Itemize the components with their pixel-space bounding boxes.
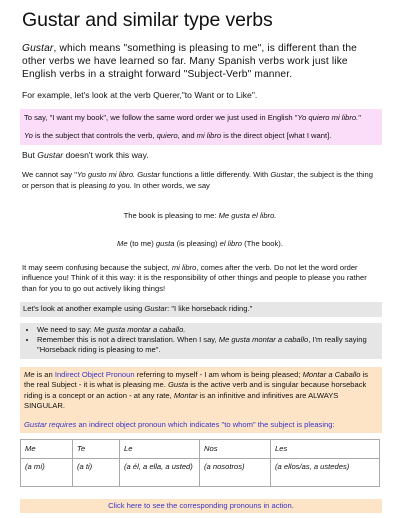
text: : "I like horseback riding.": [167, 304, 253, 314]
table-row: [21, 439, 380, 458]
italic-text: Gustar: [37, 150, 64, 161]
horseback-bullets: [20, 323, 382, 359]
pronouns-in-action-link[interactable]: Click here to see the corresponding pronouns in action.: [20, 499, 382, 513]
another-example-line: [20, 302, 382, 316]
italic-text: requires: [46, 419, 77, 429]
table-cell: [21, 439, 73, 458]
text: you. In other words, we say: [115, 180, 210, 190]
text: is the real Subject - it is what is pleasing me.: [24, 369, 369, 390]
text: is an infinitive and infinitives are ALWAYS SINGULAR.: [24, 390, 339, 411]
but-line: [22, 150, 378, 161]
requires-line: [24, 420, 335, 429]
table-cell: [73, 458, 120, 486]
italic-text: mi libro: [196, 131, 222, 141]
pronoun-table: [20, 439, 380, 487]
text: is the active verb and is singular because horseback riding is a concept or an action - at any rate,: [24, 380, 367, 400]
italic-text: el libro: [219, 238, 242, 248]
text: is an: [34, 369, 55, 379]
italic-text: quiero: [156, 131, 178, 141]
list-item: [37, 335, 379, 356]
text: , comes after the verb. Do not let the word order influence you! Think of it this way: it is the responsibility of other things and people to please you rather than for you to go out actively liking things!: [22, 263, 367, 293]
italic-text: Yo: [24, 131, 33, 141]
italic-text: gusta: [155, 238, 175, 248]
text: an indirect object pronoun which indicates "to whom" the subject is pleasing:: [76, 419, 335, 429]
pronoun-meaning: (a ellos/as, a ustedes): [275, 461, 350, 471]
text: The book is pleasing to me:: [123, 211, 219, 221]
indirect-object-box: [20, 367, 382, 433]
italic-text: mi libro: [171, 263, 197, 273]
text: referring to myself - I am whom is being pleased;: [134, 369, 303, 379]
italic-text: Gustar: [144, 304, 168, 314]
pronoun-le: Le: [124, 443, 133, 453]
table-cell: [200, 458, 271, 486]
pronoun-nos: Nos: [204, 443, 218, 453]
text: (is pleasing): [174, 238, 220, 248]
list-item: [37, 325, 379, 335]
cannot-say-paragraph: [22, 170, 378, 191]
text: is the subject that controls the verb,: [32, 131, 157, 141]
text: We need to say:: [37, 324, 94, 334]
table-cell: [271, 439, 380, 458]
page-title: Gustar and similar type verbs: [22, 9, 273, 31]
table-cell: [73, 439, 120, 458]
italic-text: Me: [117, 238, 128, 248]
confusing-paragraph: [22, 263, 378, 294]
text: , I'm really saying "Horseback riding is pleasing to me".: [37, 335, 367, 355]
text: , and: [177, 131, 197, 141]
italic-text: Yo quiero mi libro.: [297, 112, 359, 122]
text: To say, "I want my book", we follow the same word order we just used in English ": [24, 112, 298, 122]
center-example-1: [22, 211, 378, 221]
text: We cannot say ": [22, 170, 77, 180]
intro-paragraph: [22, 42, 378, 82]
italic-text: Me gusta montar a caballo.: [93, 324, 186, 334]
table-cell: [21, 458, 73, 486]
text: doesn't work this way.: [63, 150, 149, 161]
pronoun-meaning: (a él, a ella, a usted): [124, 461, 193, 471]
text: (The book).: [242, 238, 283, 248]
italic-text: Me: [24, 369, 35, 379]
querer-line1: [24, 113, 378, 123]
pronoun-te: Te: [77, 443, 86, 453]
bullet-list: [37, 325, 379, 356]
italic-text: Gustar: [24, 419, 47, 429]
table-cell: [200, 439, 271, 458]
text: But: [22, 150, 38, 161]
table-cell: [271, 458, 380, 486]
center-example-2: [22, 239, 378, 249]
pronoun-meaning: (a mí): [25, 461, 45, 471]
querer-line2: [24, 131, 378, 141]
text: is the direct object [what I want].: [221, 131, 332, 141]
pronoun-me: Me: [25, 443, 36, 453]
text: , the subject is the thing or person that is pleasing: [22, 170, 373, 190]
text: (to me): [127, 238, 156, 248]
pronoun-meaning: (a nosotros): [204, 461, 245, 471]
italic-text: Me gusta el libro.: [218, 211, 277, 221]
text: ": [358, 112, 361, 122]
text: functions a little differently. With: [160, 170, 271, 180]
italic-text: Yo gusto mi libro. Gustar: [76, 170, 161, 180]
italic-text: Montar a Caballo: [302, 369, 361, 379]
text: Let's look at another example using: [23, 304, 145, 314]
italic-text: Me gusta montar a caballo: [218, 335, 309, 345]
italic-text: Gustar: [270, 170, 294, 180]
text: It may seem confusing because the subject,: [22, 263, 172, 273]
table-cell: [120, 439, 200, 458]
querer-example-box: [20, 109, 382, 146]
intro-term: Gustar: [22, 43, 54, 54]
table-cell: [120, 458, 200, 486]
italic-text: Gusta: [167, 380, 189, 390]
text: Remember this is not a direct translation. When I say,: [37, 335, 219, 345]
table-row: [21, 458, 380, 486]
indirect-object-pronoun-link[interactable]: Indirect Object Pronoun: [54, 369, 135, 379]
italic-text: to: [108, 180, 116, 190]
italic-text: Montar: [173, 390, 198, 400]
pronoun-meaning: (a ti): [77, 461, 93, 471]
pronoun-les: Les: [275, 443, 288, 453]
example-intro: For example, let's look at the verb Querer,"to Want or to Like".: [22, 89, 258, 100]
intro-text: , which means "something is pleasing to me", is different than the other verbs we have learned so far. Many Spanish verbs work just like English verbs in a straight forward "Subject-Verb" manner.: [22, 43, 357, 81]
